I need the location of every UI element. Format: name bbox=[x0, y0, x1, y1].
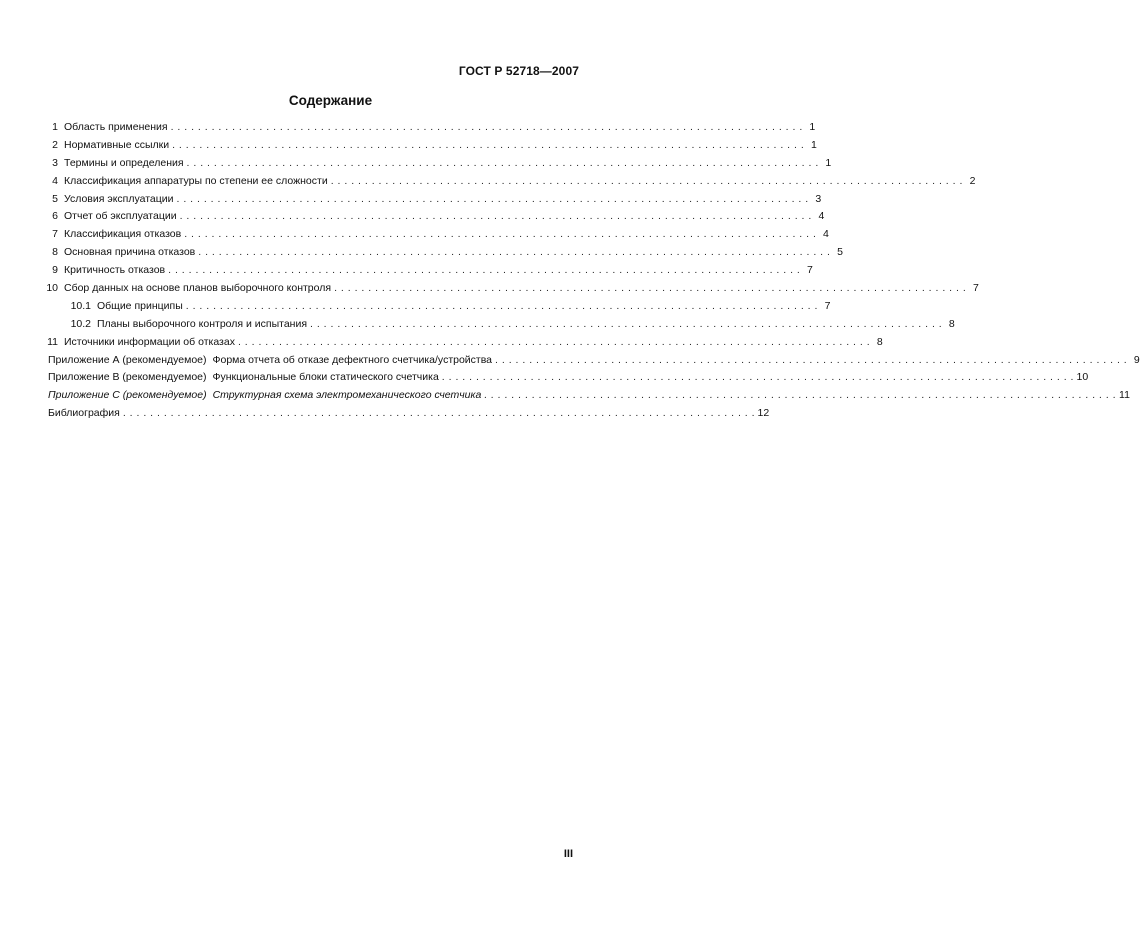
dot-leader bbox=[187, 155, 819, 173]
toc-entry-page: 8 bbox=[876, 335, 883, 348]
toc-entry-number: 9 bbox=[52, 264, 58, 277]
toc-appendix-prefix: Приложение В (рекомендуемое) bbox=[48, 371, 207, 384]
toc-entry-page: 1 bbox=[825, 156, 832, 169]
dot-leader bbox=[198, 244, 830, 262]
toc-entry-page: 4 bbox=[823, 228, 829, 241]
toc-entry-4[interactable] bbox=[48, 173, 976, 191]
toc-entry-title: Область применения bbox=[64, 121, 168, 133]
toc-entry-number: 8 bbox=[52, 246, 58, 259]
toc-entry-number: 11 bbox=[47, 335, 58, 348]
toc-entry-number: 7 bbox=[52, 228, 58, 241]
toc-entry-page: 5 bbox=[837, 246, 843, 259]
toc-entry-number: 3 bbox=[52, 156, 58, 169]
toc-entry-page: 1 bbox=[809, 121, 816, 133]
toc-entry-11[interactable] bbox=[47, 334, 883, 352]
toc-appendix-prefix: Приложение А (рекомендуемое) bbox=[48, 353, 207, 366]
toc-entry-page: 1 bbox=[810, 138, 817, 151]
toc-entry-title: Планы выборочного контроля и испытания bbox=[97, 317, 308, 330]
dot-leader bbox=[238, 334, 870, 352]
toc-entry-title: Условия эксплуатации bbox=[64, 192, 174, 205]
toc-entry-10-2[interactable] bbox=[48, 316, 955, 334]
toc-bibliography-page: 12 bbox=[757, 407, 770, 420]
toc-appendix-prefix: Приложение С (рекомендуемое) bbox=[48, 389, 207, 402]
toc-bibliography[interactable] bbox=[48, 405, 770, 423]
toc-entry-number: 5 bbox=[52, 192, 58, 205]
toc-entry-title: Критичность отказов bbox=[64, 264, 166, 277]
dot-leader bbox=[331, 173, 963, 191]
toc-entry-9[interactable] bbox=[48, 262, 813, 280]
toc-appendix-b[interactable] bbox=[48, 369, 1089, 387]
toc-entry-title: Классификация отказов bbox=[64, 228, 182, 241]
toc-entry-number: 4 bbox=[52, 174, 58, 187]
toc-entry-10-1[interactable] bbox=[48, 298, 831, 316]
toc-appendix-title: Форма отчета об отказе дефектного счетчика/устройства bbox=[212, 353, 493, 366]
toc-appendix-title: Структурная схема электромеханического счетчика bbox=[212, 389, 482, 402]
toc-entry-3[interactable] bbox=[48, 155, 832, 173]
toc-entry-title: Термины и определения bbox=[64, 156, 184, 169]
dot-leader bbox=[495, 352, 1127, 370]
toc-entry-8[interactable] bbox=[48, 244, 843, 262]
toc-entry-number: 10.1 bbox=[70, 299, 91, 312]
dot-leader bbox=[184, 226, 816, 244]
toc-entry-title: Общие принципы bbox=[97, 299, 183, 312]
toc-bibliography-title: Библиография bbox=[48, 407, 120, 420]
toc-entry-title: Нормативные ссылки bbox=[64, 138, 170, 151]
dot-leader bbox=[310, 316, 942, 334]
dot-leader bbox=[442, 369, 1074, 387]
toc-entry-5[interactable] bbox=[48, 191, 822, 209]
toc-entry-number: 10.2 bbox=[70, 317, 91, 330]
document-header-id: ГОСТ Р 52718—2007 bbox=[458, 64, 579, 78]
toc-appendix-c[interactable] bbox=[48, 387, 1130, 405]
toc-entry-page: 7 bbox=[824, 299, 831, 312]
toc-entry-1[interactable] bbox=[48, 119, 816, 137]
toc-entry-page: 7 bbox=[972, 282, 979, 295]
toc-entry-title: Классификация аппаратуры по степени ее сложности bbox=[64, 174, 328, 187]
dot-leader bbox=[186, 298, 818, 316]
toc-entry-number: 6 bbox=[52, 210, 58, 223]
dot-leader bbox=[180, 208, 812, 226]
dot-leader bbox=[168, 262, 800, 280]
toc-entry-page: 8 bbox=[948, 317, 955, 330]
page-number: III bbox=[563, 848, 573, 860]
toc-appendix-page: 11 bbox=[1119, 389, 1130, 402]
dot-leader bbox=[123, 405, 755, 423]
toc-entry-6[interactable] bbox=[48, 208, 825, 226]
toc-entry-title: Отчет об эксплуатации bbox=[64, 210, 177, 223]
toc-appendix-title: Функциональные блоки статического счетчика bbox=[212, 371, 439, 384]
toc-appendix-a[interactable] bbox=[48, 352, 1140, 370]
dot-leader bbox=[177, 191, 809, 209]
toc-entry-page: 2 bbox=[969, 174, 976, 187]
toc-entry-10[interactable] bbox=[46, 280, 979, 298]
toc-entry-2[interactable] bbox=[48, 137, 817, 155]
dot-leader bbox=[334, 280, 966, 298]
dot-leader bbox=[171, 119, 803, 137]
toc-entry-7[interactable] bbox=[48, 226, 829, 244]
toc-entry-title: Источники информации об отказах bbox=[64, 335, 235, 348]
toc-entry-number: 1 bbox=[52, 121, 58, 133]
toc-entry-number: 10 bbox=[46, 282, 58, 295]
dot-leader bbox=[172, 137, 804, 155]
toc-appendix-page: 9 bbox=[1133, 353, 1140, 366]
toc-entry-number: 2 bbox=[52, 138, 58, 151]
toc-entry-title: Сбор данных на основе планов выборочного контроля bbox=[64, 282, 332, 295]
toc-entry-page: 4 bbox=[818, 210, 825, 223]
toc-entry-title: Основная причина отказов bbox=[64, 246, 196, 259]
toc-entry-page: 3 bbox=[815, 192, 822, 205]
toc-title: Содержание bbox=[288, 93, 373, 108]
table-of-contents bbox=[46, 119, 1140, 423]
toc-appendix-page: 10 bbox=[1076, 371, 1089, 384]
toc-entry-page: 7 bbox=[807, 264, 813, 277]
dot-leader bbox=[484, 387, 1116, 405]
